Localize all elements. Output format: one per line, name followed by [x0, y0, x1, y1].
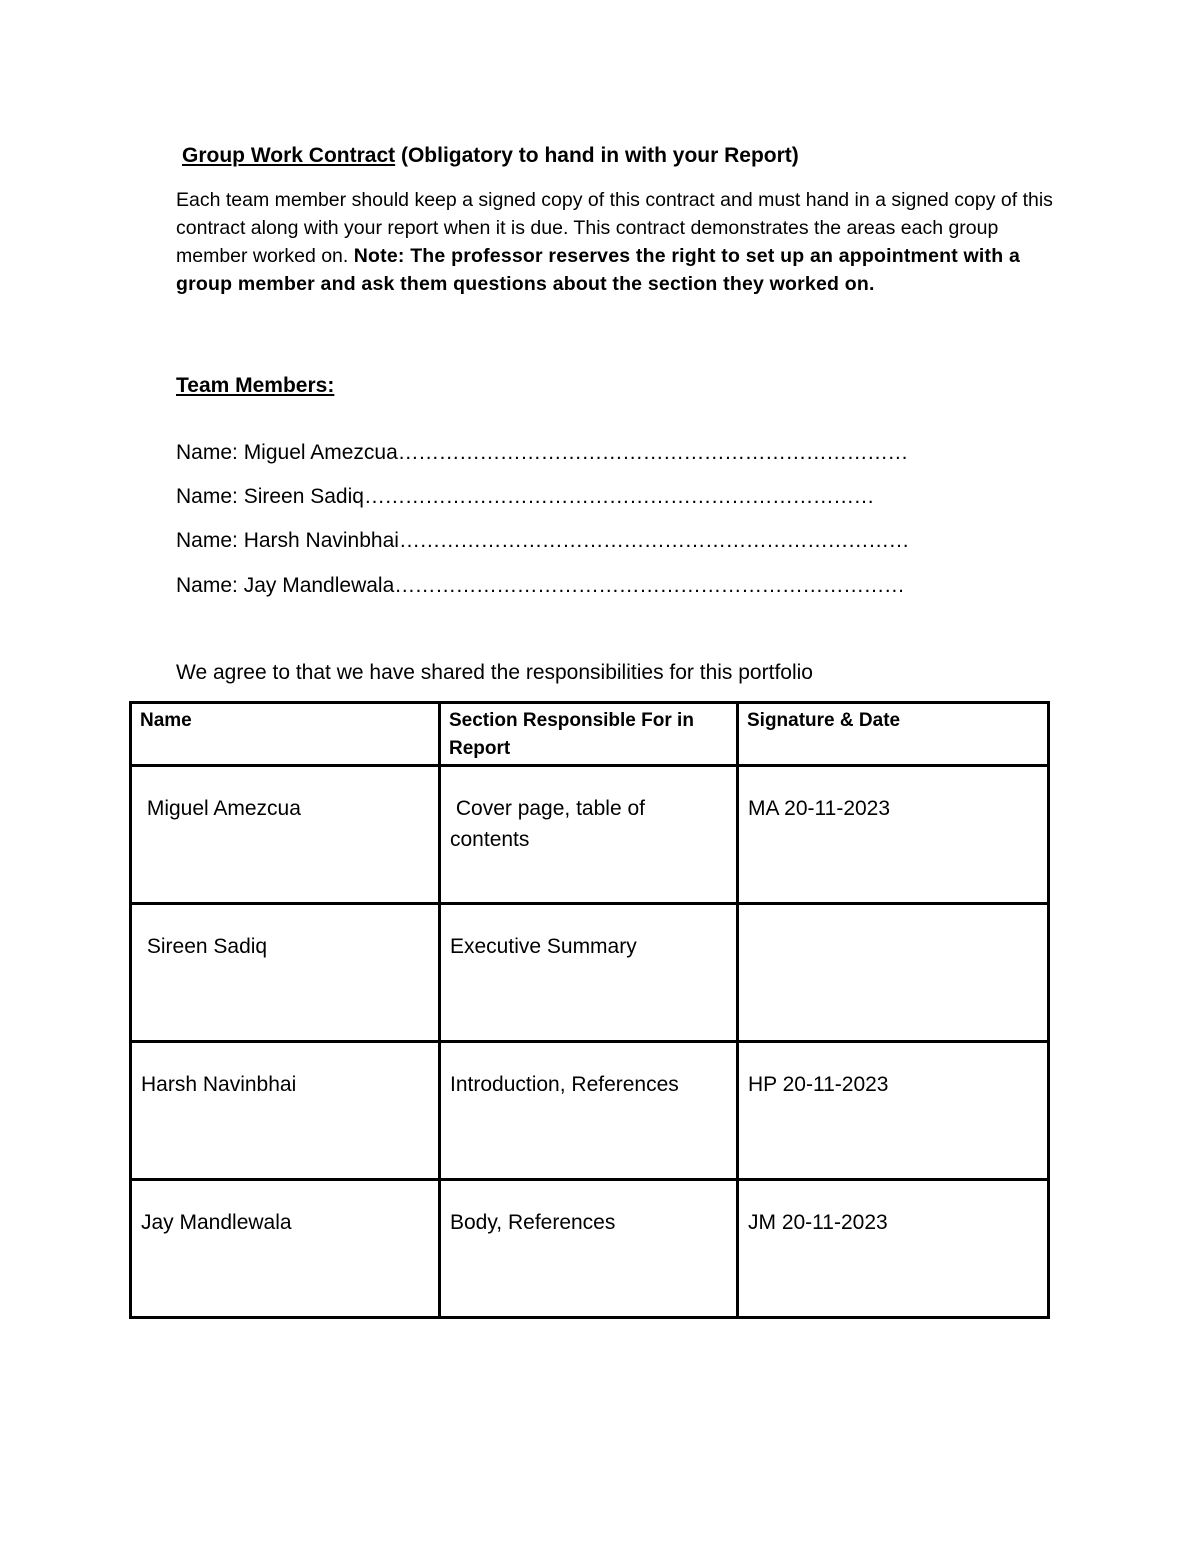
member-line: [176, 483, 874, 511]
intro-text: Each team member should keep a signed copy of this contract and must hand in a signed copy of this contract along with your report when it is due. This contract demonstrates the areas each group member worked on.: [176, 189, 1053, 267]
member-line: [176, 572, 904, 600]
cell-section: Executive Summary: [440, 904, 738, 1042]
contract-title: [182, 142, 799, 170]
member-name: Jay Mandlewala: [243, 574, 395, 597]
cell-name: Jay Mandlewala: [131, 1180, 440, 1318]
intro-note: Note: The professor reserves the right to set up an appointment with a group member and ask them questions about the section they worked on.: [176, 245, 1021, 295]
table-row: [131, 1042, 1049, 1180]
intro-paragraph: [176, 186, 1056, 298]
agreement-statement: We agree to that we have shared the responsibilities for this portfolio: [176, 661, 813, 684]
cell-signature: HP 20-11-2023: [738, 1042, 1049, 1180]
member-label: Name:: [176, 574, 244, 597]
cell-section: Introduction, References: [440, 1042, 738, 1180]
cell-name: Miguel Amezcua: [131, 766, 440, 904]
table-row: [131, 766, 1049, 904]
member-name: Sireen Sadiq: [243, 485, 364, 508]
cell-section: Cover page, table of contents: [440, 766, 738, 904]
member-name: Miguel Amezcua: [243, 441, 398, 464]
member-dots: …………………………………………………………………: [398, 529, 909, 552]
header-name: Name: [131, 703, 440, 766]
table-row: [131, 1180, 1049, 1318]
cell-name: Sireen Sadiq: [131, 904, 440, 1042]
header-signature: Signature & Date: [738, 703, 1049, 766]
cell-signature: MA 20-11-2023: [738, 766, 1049, 904]
table-row: [131, 904, 1049, 1042]
member-label: Name:: [176, 529, 244, 552]
member-dots: …………………………………………………………………: [363, 485, 874, 508]
member-label: Name:: [176, 485, 244, 508]
cell-name: Harsh Navinbhai: [131, 1042, 440, 1180]
member-name: Harsh Navinbhai: [243, 529, 399, 552]
member-dots: …………………………………………………………………: [397, 441, 908, 464]
cell-signature: [738, 904, 1049, 1042]
team-members-heading: Team Members:: [176, 374, 335, 397]
contract-title-underlined: Group Work Contract: [182, 144, 396, 167]
member-dots: …………………………………………………………………: [394, 574, 905, 597]
header-section: Section Responsible For in Report: [440, 703, 738, 766]
contract-title-subtitle: (Obligatory to hand in with your Report): [395, 144, 799, 167]
responsibilities-table: [129, 701, 1050, 1319]
cell-signature: JM 20-11-2023: [738, 1180, 1049, 1318]
cell-section: Body, References: [440, 1180, 738, 1318]
member-line: [176, 527, 909, 555]
table-header-row: [131, 703, 1049, 766]
member-line: [176, 439, 908, 467]
member-label: Name:: [176, 441, 244, 464]
